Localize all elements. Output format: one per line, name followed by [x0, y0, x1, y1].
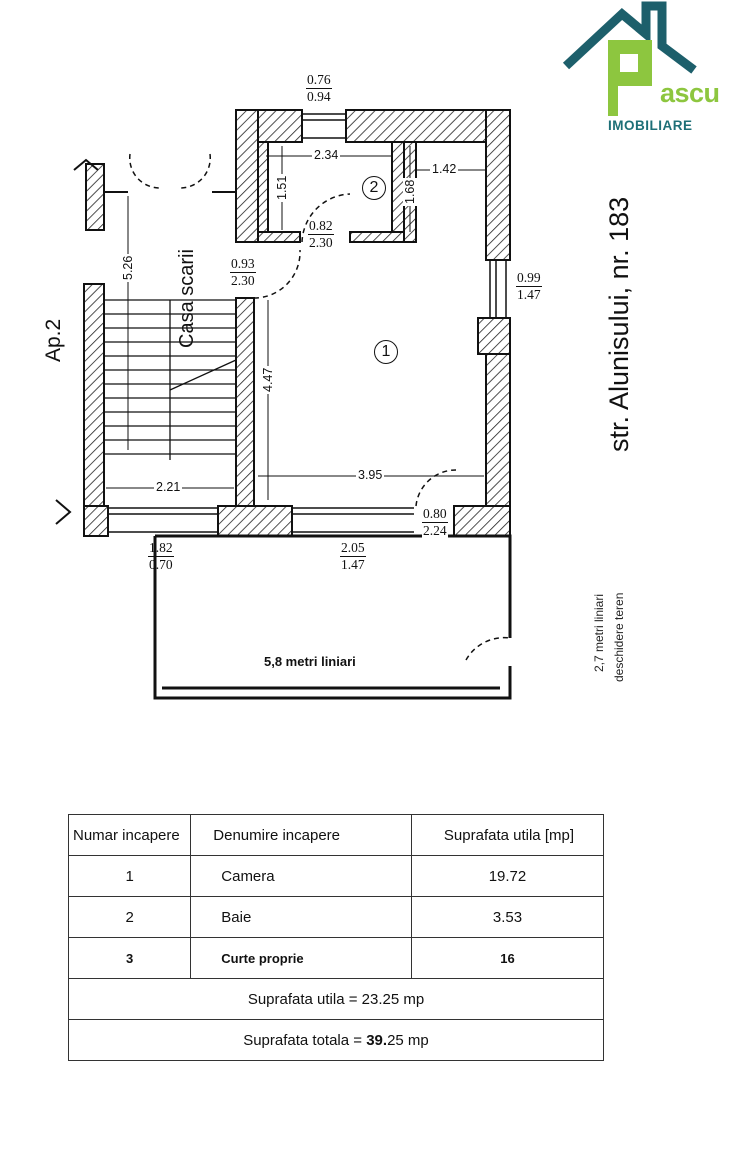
dim-top-right: 1.42	[432, 162, 457, 176]
table-row	[69, 938, 604, 979]
room2-marker: 2	[362, 176, 386, 200]
row1-area: 19.72	[411, 856, 603, 897]
bottom-left-window-label: $\frac{1.82}{0.70}$	[149, 540, 173, 572]
dim-stair-height: 5.26	[121, 255, 135, 280]
dim-stair-width: 2.21	[156, 480, 181, 494]
wall-bottom-c	[454, 506, 510, 536]
side-note-line1: 2,7 metri liniari	[592, 593, 606, 672]
neighbour-label: Ap.2	[42, 318, 65, 362]
useful-total: Suprafata utila = 23.25 mp	[69, 979, 604, 1020]
yard-label: 5,8 metri liniari	[264, 654, 356, 669]
table-header-row	[69, 815, 604, 856]
bottom-window-label: $\frac{2.05}{1.47}$	[341, 540, 365, 572]
wall-bath-bottom-right	[350, 232, 404, 242]
staircase	[104, 300, 236, 460]
grand-total-row	[69, 1020, 604, 1061]
grand-total-bold: 39.	[366, 1031, 388, 1049]
stairwell-label: Casa scarii	[176, 249, 198, 348]
street-address: str. Alunisului, nr. 183	[604, 196, 634, 452]
hall-door-label: $\frac{0.93}{2.30}$	[231, 256, 255, 288]
rooms-table	[68, 814, 604, 1061]
dim-room-width: 3.95	[358, 468, 383, 482]
wall-room-left	[236, 298, 254, 506]
door-hall-swing	[254, 250, 300, 298]
header-room-name: Denumire incapere	[191, 815, 412, 856]
row3-name: Curte proprie	[191, 938, 412, 979]
header-room-number: Numar incapere	[69, 815, 191, 856]
row2-num: 2	[69, 897, 191, 938]
grand-total	[69, 1020, 604, 1061]
row1-name: Camera	[191, 856, 412, 897]
door-top-left-1	[130, 154, 160, 188]
logo-subtitle: IMOBILIARE	[608, 118, 693, 133]
bath-door-label: $\frac{0.82}{2.30}$	[309, 218, 333, 250]
dim-bath-width: 2.34	[314, 148, 339, 162]
row1-num: 1	[69, 856, 191, 897]
logo-wordmark: ascu	[660, 78, 720, 108]
grand-total-prefix: Suprafata totala =	[243, 1031, 367, 1049]
window-top-label: $\frac{0.76}{0.94}$	[307, 72, 331, 104]
right-window-label: $\frac{0.99}{1.47}$	[517, 270, 541, 302]
yard-outline	[155, 536, 510, 698]
door-yard-swing	[466, 638, 510, 660]
wall-right-pier	[478, 318, 510, 354]
useful-total-row	[69, 979, 604, 1020]
dim-bath-height: 1.51	[275, 175, 289, 200]
row2-area: 3.53	[411, 897, 603, 938]
table-row	[69, 897, 604, 938]
header-room-area: Suprafata utila [mp]	[411, 815, 603, 856]
door-top-left-2	[180, 154, 210, 188]
table-row	[69, 856, 604, 897]
wall-bottom-b	[218, 506, 292, 536]
row2-name: Baie	[191, 897, 412, 938]
side-note-line2: deschidere teren	[612, 592, 626, 682]
room1-marker: 1	[374, 340, 398, 364]
bottom-door-label: $\frac{0.80}{2.24}$	[423, 506, 447, 538]
wall-left-upper	[236, 110, 258, 242]
wall-bottom-a	[84, 506, 108, 536]
row3-area: 16	[411, 938, 603, 979]
door-bottom-swing	[416, 470, 456, 506]
dim-bath-right: 1.68	[403, 179, 417, 204]
wall-stair-left	[84, 284, 104, 536]
wall-top-left-pier	[86, 164, 104, 230]
dim-room-height: 4.47	[261, 367, 275, 392]
row3-num: 3	[69, 938, 191, 979]
grand-total-suffix: 25 mp	[387, 1031, 429, 1049]
wall-right-upper	[486, 110, 510, 260]
wall-bath-bottom-left	[258, 232, 300, 242]
